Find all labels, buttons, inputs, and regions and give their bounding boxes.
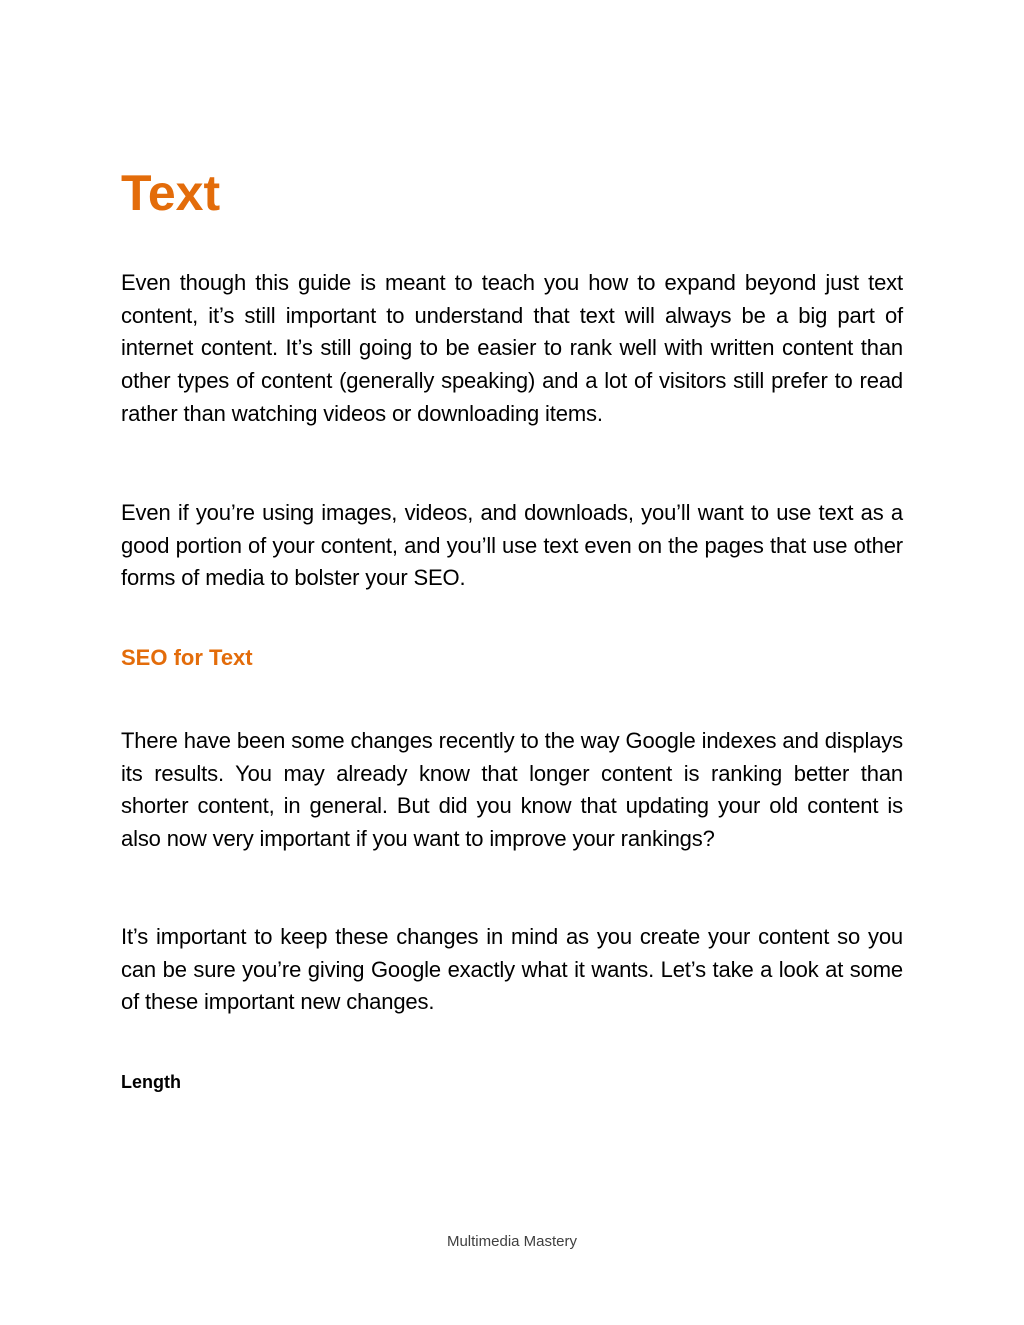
paragraph-intro: Even though this guide is meant to teach you how to expand beyond just text content, it’s still important to understand that text will always be a big part of internet content. It’s still going to be easier to rank well with written content than other types of content (generally speaking) and a lot of visitors still prefer to read rather than watching videos or downloading items. <box>121 270 903 426</box>
subsection-heading: Length <box>121 1072 181 1092</box>
paragraph-keep-in-mind: It’s important to keep these changes in mind as you create your content so you can be sure you’re giving Google exactly what it wants. Let’s take a look at some of these important new changes. <box>121 924 903 1015</box>
section-heading: SEO for Text <box>121 645 253 670</box>
paragraph-google-changes: There have been some changes recently to the way Google indexes and displays its results. You may already know that longer content is ranking better than shorter content, in general. But did you know that updating your old content is also now very important if you want to improve your rankings? <box>121 728 903 852</box>
page-title: Text <box>121 165 221 221</box>
paragraph-media: Even if you’re using images, videos, and downloads, you’ll want to use text as a good portion of your content, and you’ll use text even on the pages that use other forms of media to bolster your SEO. <box>121 500 903 591</box>
page-footer: Multimedia Mastery <box>446 1233 578 1250</box>
